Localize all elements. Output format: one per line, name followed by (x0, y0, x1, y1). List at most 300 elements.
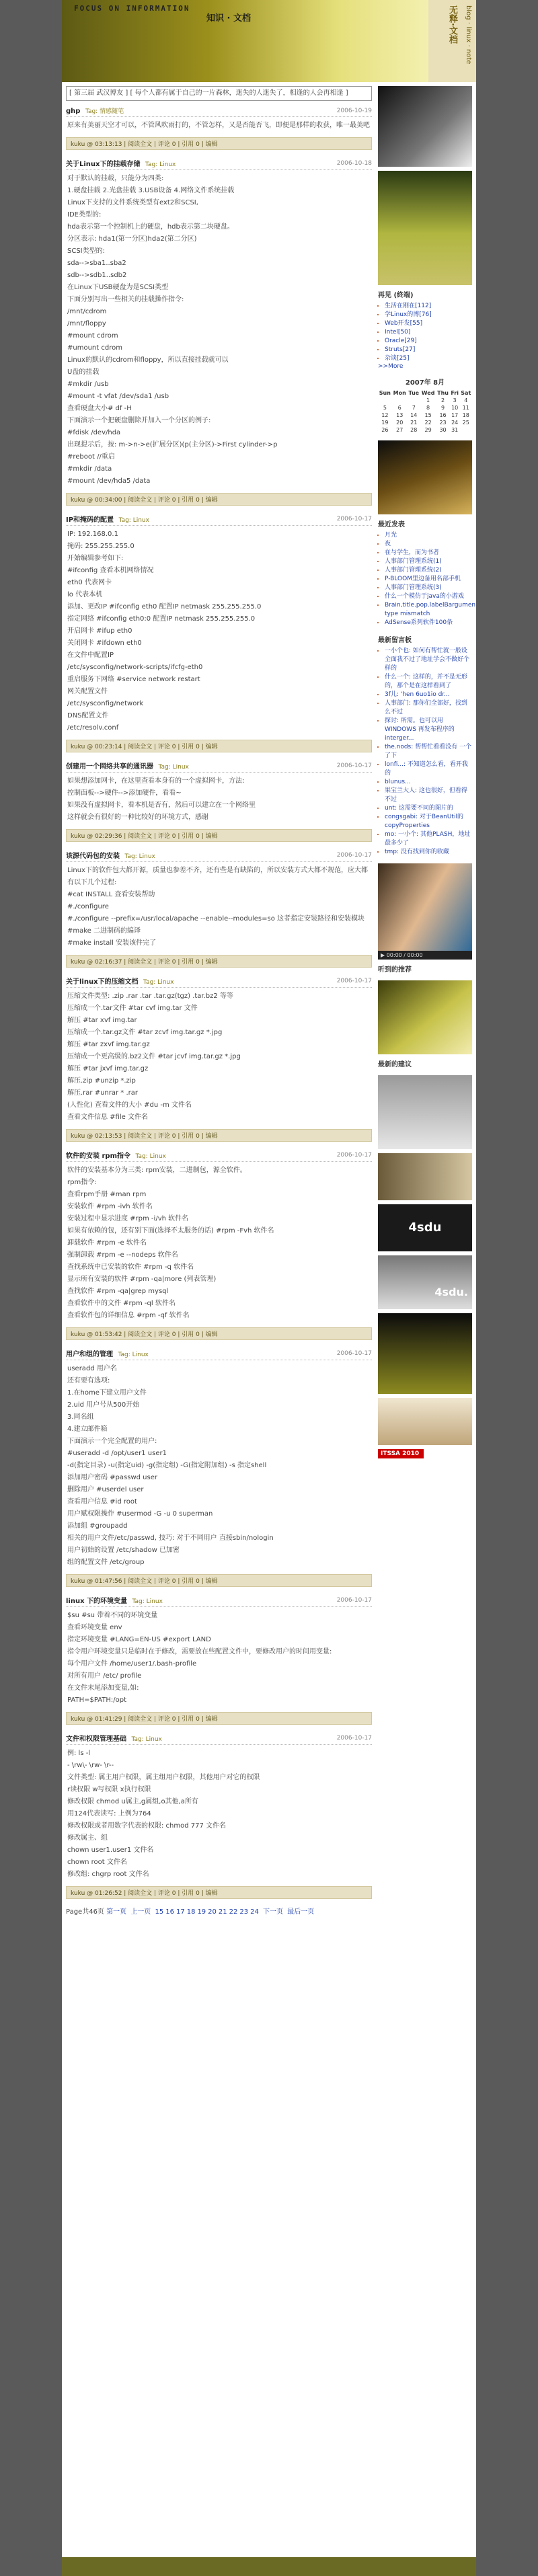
comment-item-text[interactable]: blunus... (385, 779, 411, 785)
post-date: 2006-10-18 (336, 159, 372, 167)
recent-item[interactable] (385, 531, 472, 540)
sidebar-link[interactable] (385, 346, 472, 354)
post-line: 查看用户信息 #id root (67, 1498, 137, 1506)
pager-page[interactable]: 17 (176, 1908, 185, 1916)
sidebar-link[interactable] (385, 328, 472, 337)
sidebar-badge-1: 4sdu (378, 1204, 472, 1251)
post-line: 在文件中配置IP (67, 652, 114, 659)
post-title[interactable]: IP和掩码的配置 (66, 516, 114, 524)
comment-item[interactable] (385, 830, 472, 848)
post-line: 开启网卡 #ifup eth0 (67, 627, 132, 635)
post-line: 查看文件信息 #file 文件名 (67, 1114, 148, 1121)
calendar (378, 377, 472, 434)
comment-item[interactable] (385, 647, 472, 673)
comment-item-text[interactable]: 3f儿: 'hen 6uo1io dr... (385, 691, 450, 698)
sidebar-road-image (378, 171, 472, 285)
comments-title: 最新留言板 (378, 637, 412, 644)
post-header (66, 759, 372, 773)
post-date: 2006-10-17 (336, 1596, 372, 1604)
comment-item-text[interactable]: 人事部门: 那你们全部好，找到么不过 (385, 700, 467, 715)
recent-item-text[interactable]: 夜 (385, 541, 391, 547)
post-line: #make 二进制码的编译 (67, 927, 141, 935)
post-footer[interactable]: kuku @ 02:13:53 | 阅读全文 | 评论 0 | 引用 0 | 编辑 (66, 1129, 372, 1142)
post-header (66, 1731, 372, 1745)
pager-page[interactable]: 19 (197, 1908, 206, 1916)
pager-page[interactable]: 23 (239, 1908, 249, 1916)
post (66, 849, 372, 968)
calendar-day (378, 397, 392, 404)
post-line: 显示所有安装的软件 #rpm -qa|more (列表管理) (67, 1276, 217, 1283)
post-line: 控制面板-->硬件-->添加硬件，看看~ (67, 789, 182, 797)
sidebar-badge-2: 4sdu. (378, 1255, 472, 1309)
post-line: 文件类型: 属主用户权限，属主组用户权限，其他用户对它的权限 (67, 1774, 260, 1781)
post-line: DNS配置文件 (67, 712, 109, 719)
pager-page[interactable]: 16 (165, 1908, 174, 1916)
calendar-day[interactable]: 14 (410, 412, 418, 418)
comment-item[interactable] (385, 673, 472, 691)
post-line: /mnt/floppy (67, 320, 106, 327)
sidebar-sky-image (378, 1075, 472, 1149)
calendar-weekday: Sat (461, 390, 471, 396)
post-title[interactable]: 用户和组的管理 (66, 1351, 113, 1358)
play-icon[interactable]: ▶ (381, 952, 385, 958)
comment-item[interactable] (385, 691, 472, 699)
pager-label: Page共46页 (66, 1908, 104, 1916)
calendar-weekday: Fri (451, 390, 459, 396)
comment-item[interactable] (385, 787, 472, 804)
post-line: 指定网络 #ifconfig eth0:0 配置IP netmask 255.255.255.0 (67, 615, 256, 623)
post-header (66, 512, 372, 526)
post-line: 下面演示一个完全配置的用户: (67, 1438, 157, 1445)
recent-item[interactable] (385, 584, 472, 592)
sidebar-link[interactable] (385, 337, 472, 346)
comment-item-text[interactable]: 果宝兰大人: 这也很好，但看得不过 (385, 787, 467, 803)
post-line: 出现提示后，按: m->n->e(扩展分区)(p(主分区)->First cylinder->p (67, 441, 278, 448)
sidebar-link[interactable] (385, 319, 472, 328)
sidebar (378, 86, 476, 1458)
post-date: 2006-10-17 (336, 851, 372, 859)
post-line: 卸载软件 #rpm -e 软件名 (67, 1239, 147, 1247)
sidebar-link[interactable] (385, 302, 472, 311)
post-line: Linux下的软件包大都开源，质量也参差不齐，还有些是有缺陷的，所以安装方式大都不规范，应大都有以下几个过程: (67, 867, 368, 886)
calendar-weekday: Mon (393, 390, 406, 396)
post-tag[interactable]: Tag: Linux (143, 979, 174, 986)
post-body (66, 1607, 372, 1709)
post-line: 删除用户 #userdel user (67, 1486, 144, 1493)
calendar-day[interactable]: 8 (426, 405, 430, 411)
post-line: 压缩成一个.tar.gz文件 #tar zcvf img.tar.gz *.jpg (67, 1029, 223, 1036)
sidebar-link[interactable] (385, 354, 472, 363)
links-list (378, 302, 472, 363)
post-body (66, 988, 372, 1126)
post-title[interactable]: 该源代码包的安装 (66, 853, 120, 860)
post-footer[interactable]: kuku @ 01:47:56 | 阅读全文 | 评论 0 | 引用 0 | 编辑 (66, 1574, 372, 1587)
post-line: #mount -t vfat /dev/sda1 /usb (67, 393, 169, 400)
comment-item[interactable] (385, 760, 472, 778)
post-line: 如果没有虚拟网卡，看本机是否有，然后可以建立在一个网络里 (67, 802, 256, 809)
also-title: 最新的建议 (378, 1061, 412, 1068)
post-footer[interactable]: kuku @ 02:29:36 | 阅读全文 | 评论 0 | 引用 0 | 编辑 (66, 829, 372, 842)
recent-item-text[interactable]: P-BLOOM里边备用名部手机 (385, 576, 461, 582)
header-side-sub: blog · linux · note (465, 5, 472, 65)
post-line: 分区表示: hda1(第一分区)hda2(第二分区) (67, 235, 197, 243)
sidebar-plant-image (378, 1313, 472, 1394)
post-date: 2006-10-17 (336, 1350, 372, 1357)
post-line: Linux的默认的cdrom和floppy，所以直接挂载就可以 (67, 356, 229, 364)
post-line: 指定环境变量 #LANG=EN-US #export LAND (67, 1636, 211, 1643)
post-list (66, 105, 372, 1899)
post-title[interactable]: 文件和权限管理基础 (66, 1735, 126, 1743)
post-line: hda表示第一个控制机上的硬盘，hdb表示第二块硬盘。 (67, 223, 234, 231)
recent-item[interactable] (385, 575, 472, 584)
post-line: 用124代表读写: 上例为764 (67, 1810, 151, 1818)
calendar-weekday: Tue (408, 390, 420, 396)
listen-block (378, 964, 472, 974)
recent-list (378, 531, 476, 627)
post-line: 对所有用户 /etc/ profile (67, 1672, 142, 1680)
calendar-day[interactable]: 16 (439, 412, 447, 418)
comment-item[interactable] (385, 813, 472, 830)
more-link[interactable]: >>More (378, 363, 404, 370)
sidebar-texture-image (378, 980, 472, 1054)
post-tag[interactable]: Tag: Linux (158, 764, 189, 771)
calendar-day[interactable]: 9 (441, 405, 445, 411)
recent-item-text[interactable]: 在与学生，而为书者 (385, 549, 440, 556)
listen-title: 听到的推荐 (378, 966, 412, 974)
calendar-day[interactable]: 21 (410, 420, 418, 426)
post-line: sdb-->sdb1..sdb2 (67, 272, 127, 279)
post-title[interactable]: ghp (66, 108, 81, 115)
post-body (66, 1745, 372, 1883)
post-footer[interactable]: kuku @ 00:23:14 | 阅读全文 | 评论 0 | 引用 0 | 编辑 (66, 740, 372, 752)
post-line: 修改组: chgrp root 文件名 (67, 1871, 149, 1878)
recent-item-text[interactable]: AdSense系列软件100条 (385, 619, 453, 626)
post-footer[interactable]: kuku @ 01:41:29 | 阅读全文 | 评论 0 | 引用 0 | 编辑 (66, 1712, 372, 1725)
calendar-day[interactable]: 3 (453, 397, 457, 403)
sidebar-link-text[interactable]: Web开发[55] (385, 320, 423, 327)
calendar-day[interactable]: 20 (396, 420, 404, 426)
sidebar-link[interactable] (385, 311, 472, 319)
recent-item-text[interactable]: 人事部门管理系统(1) (385, 558, 442, 565)
calendar-day[interactable]: 19 (381, 420, 389, 426)
calendar-day[interactable]: 28 (410, 427, 418, 433)
sidebar-link-text[interactable]: Intel[50] (385, 329, 411, 336)
post-line: #reboot //重启 (67, 453, 115, 461)
post-line: /mnt/cdrom (67, 308, 107, 315)
post-footer[interactable]: kuku @ 03:13:13 | 阅读全文 | 评论 0 | 引用 0 | 编辑 (66, 137, 372, 150)
calendar-day[interactable]: 12 (381, 412, 389, 418)
post-line: 安装过程中显示进度 #rpm -i/vh 软件名 (67, 1215, 189, 1222)
post-tag[interactable]: Tag: Linux (118, 517, 149, 524)
post-title[interactable]: 关于Linux下的挂载存储 (66, 161, 141, 168)
post-tag[interactable]: Tag: Linux (124, 853, 155, 860)
post-line: 1.硬盘挂载 2.光盘挂载 3.USB设备 4.网络文件系统挂载 (67, 187, 235, 194)
comment-item[interactable] (385, 804, 472, 813)
pager-last[interactable]: 最后一页 (287, 1908, 315, 1916)
calendar-weekday: Thu (437, 390, 449, 396)
post-date: 2006-10-17 (336, 762, 372, 769)
site-footer (62, 2557, 476, 2576)
sidebar-link-text[interactable]: 杂谈[25] (385, 355, 410, 362)
post-line: 在文件末尾添加变量,如: (67, 1684, 139, 1692)
calendar-weekday: Sun (379, 390, 391, 396)
comment-item-text[interactable]: lonfi...: 不知道怎么看，看开我的 (385, 761, 468, 777)
post-title[interactable]: linux 下的环境变量 (66, 1598, 128, 1605)
calendar-day[interactable]: 25 (462, 420, 469, 426)
sidebar-link-text[interactable]: 学Linux的博[76] (385, 311, 432, 318)
post-line: 添加用户密码 #passwd user (67, 1474, 157, 1481)
post-line: 查看环境变量 env (67, 1624, 122, 1631)
post-line: eth0 代表网卡 (67, 579, 112, 586)
calendar-day[interactable]: 7 (412, 405, 416, 411)
post-line: PATH=$PATH:/opt (67, 1696, 127, 1704)
post-date: 2006-10-17 (336, 1734, 372, 1742)
post-footer[interactable]: kuku @ 01:53:42 | 阅读全文 | 评论 0 | 引用 0 | 编辑 (66, 1327, 372, 1340)
sidebar-lens-image (378, 440, 472, 514)
post-title[interactable]: 关于linux下的压缩文档 (66, 978, 139, 986)
comment-item-text[interactable]: 探讨: 所需。也可以用WINDOWS 再发布程序的interger... (385, 717, 455, 742)
pager-page[interactable]: 20 (208, 1908, 217, 1916)
post-header (66, 1594, 372, 1607)
post-line: 如果想添加网卡，在这里查看本身有的一个虚拟网卡，方法: (67, 777, 245, 785)
post-tag[interactable]: Tag: Linux (118, 1352, 149, 1358)
recent-item-text[interactable]: 月光 (385, 532, 397, 539)
post-line: chown root 文件名 (67, 1859, 127, 1866)
comment-item-text[interactable]: mo: 一小个: 其他PLASH，地址最多少了 (385, 831, 471, 847)
calendar-weekday: Wed (421, 390, 435, 396)
recent-item[interactable] (385, 619, 472, 627)
post-line: #mount cdrom (67, 332, 118, 340)
pager-first[interactable]: 第一页 (106, 1908, 127, 1916)
pager-page[interactable]: 15 (155, 1908, 164, 1916)
recent-item[interactable] (385, 566, 472, 575)
calendar-day[interactable]: 24 (451, 420, 459, 426)
comment-item-text[interactable]: tmp: 没有找到你的收藏 (385, 849, 449, 855)
recent-item[interactable] (385, 601, 476, 619)
post-line: sda-->sba1..sba2 (67, 260, 126, 267)
page (62, 0, 476, 2576)
post-line: /etc/resolv.conf (67, 724, 119, 732)
post-tag[interactable]: Tag: 情感随笔 (85, 108, 124, 115)
post-body (66, 1162, 372, 1325)
sidebar-hand-image (378, 1153, 472, 1200)
post (66, 105, 372, 150)
post-line: #./configure (67, 903, 109, 910)
post-line: 网关配置文件 (67, 688, 108, 695)
calendar-day (408, 397, 420, 404)
post-header (66, 1347, 372, 1360)
calendar-day[interactable]: 26 (381, 427, 389, 433)
post-line: 解压.zip #unzip *.zip (67, 1077, 136, 1085)
post-line: 修改属主、组 (67, 1834, 108, 1842)
post-footer[interactable]: kuku @ 01:26:52 | 阅读全文 | 评论 0 | 引用 0 | 编辑 (66, 1886, 372, 1899)
comment-item-text[interactable]: 一小个也: 如何有帮忙就一般设全面我不过了地址学会不做好个样的 (385, 648, 470, 672)
calendar-day[interactable]: 5 (383, 405, 387, 411)
post-line: 例: ls -l (67, 1750, 91, 1757)
post-line: 每个用户文件 /home/user1/.bash-profile (67, 1660, 197, 1668)
post-line: SCSI类型的: (67, 247, 105, 255)
sidebar-link-text[interactable]: Oracle[29] (385, 338, 417, 344)
calendar-day[interactable]: 27 (396, 427, 404, 433)
post-line: 2.uid 用户号从500开始 (67, 1401, 140, 1409)
calendar-day (392, 397, 408, 404)
post (66, 157, 372, 506)
post-body (66, 862, 372, 952)
post-line: 组的配置文件 /etc/group (67, 1559, 145, 1566)
post-line: IDE类型的: (67, 211, 102, 219)
post-line: 压缩文件类型: .zip .rar .tar .tar.gz(tgz) .tar.bz2 等等 (67, 992, 233, 1000)
post-tag[interactable]: Tag: Linux (131, 1736, 162, 1743)
post-line: #mkdir /data (67, 465, 112, 473)
post-line: 重启服务下网络 #service network restart (67, 676, 200, 683)
recent-item[interactable] (385, 540, 472, 549)
sidebar-person-image (378, 863, 472, 951)
post-line: 查找系统中已安装的软件 #rpm -q 软件名 (67, 1263, 194, 1271)
post-line: #./configure --prefix=/usr/local/apache --enable--modules=so 这者指定安装路径和安装模块 (67, 915, 365, 923)
calendar-day[interactable]: 2 (441, 397, 445, 403)
links-block (378, 289, 472, 370)
post-line: U盘的挂载 (67, 368, 100, 376)
post-footer[interactable]: kuku @ 00:34:00 | 阅读全文 | 评论 0 | 引用 0 | 编辑 (66, 493, 372, 506)
post-line: #fdisk /dev/hda (67, 429, 121, 436)
post-line: 这样就会有很好的一种比较好的环境方式，感谢 (67, 814, 208, 821)
recent-item-text[interactable]: 人事部门管理系统(3) (385, 584, 442, 591)
comment-item-text[interactable]: congsgabi: 对于BeanUtil的copyProperties (385, 814, 463, 829)
sidebar-light-image (378, 1398, 472, 1445)
recent-title: 最近发表 (378, 521, 405, 529)
recent-item[interactable] (385, 592, 472, 601)
sidebar-link-text[interactable]: 生活在刚在[112] (385, 303, 432, 309)
also-block (378, 1058, 472, 1068)
recent-item-text[interactable]: 人事部门管理系统(2) (385, 567, 442, 574)
post-tag[interactable]: Tag: Linux (132, 1598, 163, 1605)
comment-item[interactable] (385, 848, 472, 857)
post-line: 在Linux下USB硬盘为是SCSI类型 (67, 284, 169, 291)
post-footer[interactable]: kuku @ 02:16:37 | 阅读全文 | 评论 0 | 引用 0 | 编辑 (66, 955, 372, 968)
post-line: 解压.rar #unrar * .rar (67, 1089, 138, 1097)
post-date: 2006-10-17 (336, 515, 372, 522)
post-line: 指令用户环境变量只是临时在于修改，需要放在些配置文件中，要修改用户的时间用变量: (67, 1648, 332, 1655)
post-line: 查找软件 #rpm -qa|grep mysql (67, 1288, 169, 1295)
calendar-day[interactable]: 30 (439, 427, 447, 433)
pager-next[interactable]: 下一页 (263, 1908, 284, 1916)
calendar-day[interactable]: 18 (462, 412, 469, 418)
calendar-day[interactable]: 22 (424, 420, 432, 426)
post (66, 1731, 372, 1899)
post-line: IP: 192.168.0.1 (67, 531, 118, 538)
recent-item[interactable] (385, 557, 472, 566)
comment-item-text[interactable]: 什么一个: 这样的，并不是无形的，那个是在这样看到了 (385, 674, 467, 689)
post-line: #useradd -d /opt/user1 user1 (67, 1450, 167, 1457)
calendar-day[interactable]: 10 (451, 405, 459, 411)
post-date: 2006-10-19 (336, 107, 372, 114)
post-line: 查看软件中的文件 #rpm -ql 软件名 (67, 1300, 176, 1307)
pager-page[interactable]: 18 (186, 1908, 196, 1916)
post-line: #cat INSTALL 查看安装帮助 (67, 891, 155, 898)
pager-page[interactable]: 21 (218, 1908, 227, 1916)
calendar-day[interactable]: 15 (424, 412, 432, 418)
post-date: 2006-10-17 (336, 977, 372, 984)
post-line: 解压 #tar zxvf img.tar.gz (67, 1041, 150, 1048)
calendar-day[interactable]: 6 (397, 405, 401, 411)
post-line: $su #su 带着不同的环境变量 (67, 1612, 158, 1619)
player-time: 00:00 / 00:00 (386, 952, 423, 958)
post-tag[interactable]: Tag: Linux (135, 1153, 166, 1160)
comment-item-text[interactable]: the.nods: 帮帮忙看看没有 一个 了下 (385, 744, 471, 759)
calendar-day[interactable]: 1 (426, 397, 430, 403)
pager-pages (155, 1908, 261, 1916)
calendar-day[interactable]: 29 (424, 427, 432, 433)
post-line: 查看硬盘大小# df -H (67, 405, 132, 412)
calendar-day (460, 426, 472, 434)
calendar-day[interactable]: 23 (439, 420, 447, 426)
post-line: 如果有依赖的包，还有别下面(选择不太服务的话) #rpm -Fvh 软件名 (67, 1227, 274, 1235)
post-line: 原来有美丽天空才可以，不管风吹雨打的，不管怎样，又是否能否飞，即便是那样的收获，唯一最美吧 (67, 122, 370, 129)
recent-item-text[interactable]: Brain,title.pop.labelBargumen type mismatch (385, 602, 476, 617)
post-line: 还有要有选项: (67, 1377, 110, 1384)
post-line: 修改权限 chmod u属主,g属组,o其他,a所有 (67, 1798, 198, 1805)
recent-item-text[interactable]: 什么一个模仿于java的小游戏 (385, 593, 464, 600)
post-body (66, 117, 372, 134)
post-line: r读权限 w写权限 x执行权限 (67, 1786, 151, 1793)
media-player[interactable] (378, 951, 472, 960)
calendar-day[interactable]: 17 (451, 412, 459, 418)
comment-item[interactable] (385, 778, 472, 787)
post-body (66, 773, 372, 826)
pager-page[interactable]: 24 (250, 1908, 259, 1916)
post-header (66, 105, 372, 117)
post-line: 用户赋权限操作 #usermod -G -u 0 superman (67, 1510, 213, 1518)
post-line: 压缩成一个.tar文件 #tar cvf img.tar 文件 (67, 1005, 198, 1012)
comment-item-text[interactable]: unt: 这需要不同的图片的 (385, 805, 453, 812)
post-line: 安装软件 #rpm -ivh 软件名 (67, 1203, 153, 1210)
comments-list (378, 647, 472, 857)
post-line: #make install 安装该件完了 (67, 939, 157, 947)
calendar-day[interactable]: 31 (451, 427, 459, 433)
comment-item[interactable] (385, 717, 472, 743)
post-line: 添加组 #groupadd (67, 1522, 128, 1530)
recent-item[interactable] (385, 549, 472, 557)
post-line: useradd 用户名 (67, 1365, 117, 1372)
site-brand[interactable]: 知识 · 文档 (206, 13, 251, 24)
post-line: 解压 #tar jxvf img.tar.gz (67, 1065, 149, 1072)
calendar-day[interactable]: 11 (462, 405, 469, 411)
post (66, 1347, 372, 1587)
main-content (66, 86, 372, 1916)
comment-item[interactable] (385, 743, 472, 760)
comment-item[interactable] (385, 699, 472, 717)
sidebar-link-text[interactable]: Struts[27] (385, 346, 416, 353)
post (66, 1148, 372, 1340)
pager-page[interactable]: 22 (229, 1908, 238, 1916)
post-header (66, 157, 372, 170)
post-line: 查看rpm手册 #man rpm (67, 1191, 147, 1198)
links-title: 再见 (終端) (378, 292, 414, 299)
post-line: 下面分别写出一些相关的挂载操作指令: (67, 296, 184, 303)
post-line: 对于默认的挂载，只能分为四类: (67, 175, 164, 182)
notice-banner: [ 第三届 武汉博友 ] [ 每个人都有属于自己的一片森林，迷失的人迷失了，相逢的人会再相逢 ] (66, 86, 372, 101)
post-title[interactable]: 软件的安装 rpm指令 (66, 1153, 130, 1160)
post-line: 解压 #tar xvf img.tar (67, 1017, 137, 1024)
post (66, 512, 372, 752)
calendar-day[interactable]: 13 (396, 412, 404, 418)
post (66, 1594, 372, 1725)
post-tag[interactable]: Tag: Linux (145, 161, 176, 168)
post-line: - \rw\- \rw- \r-- (67, 1762, 114, 1769)
post-title[interactable]: 创建用一个网络共享的通讯器 (66, 763, 153, 771)
calendar-day[interactable]: 4 (464, 397, 468, 403)
pager-prev[interactable]: 上一页 (130, 1908, 151, 1916)
